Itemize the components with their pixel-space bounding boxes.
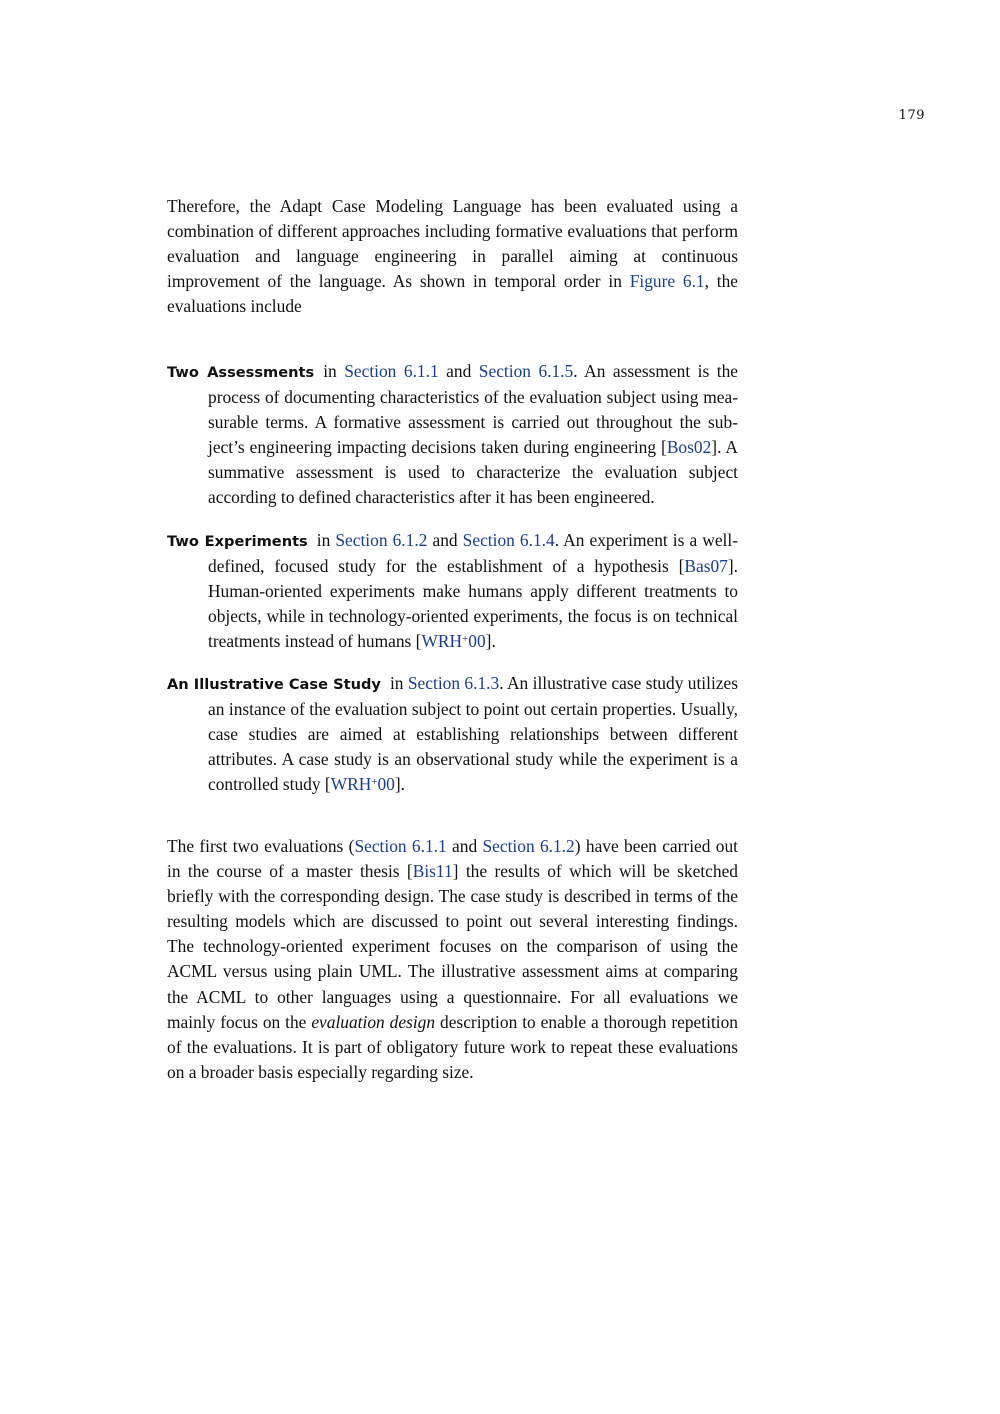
- citation-link[interactable]: WRH+00: [330, 774, 395, 795]
- item-term: Two Experiments: [167, 532, 308, 550]
- emphasis-text: evaluation design: [311, 1011, 436, 1032]
- section-link[interactable]: Section 6.1.1: [344, 361, 439, 381]
- list-item-case-study: An Illustrative Case Study in Section 6.1.3. An illustrative case study utilizes an instance of the evaluation subject to point out certain properties. Usually, case studies are aimed at establishing relationships between different attributes. A case study is an observational study while the experiment is a controlled study [WRH+00].: [167, 673, 739, 795]
- section-link[interactable]: Section 6.1.1: [354, 836, 447, 856]
- section-link[interactable]: Section 6.1.3: [407, 673, 500, 694]
- section-link[interactable]: Section 6.1.2: [482, 836, 575, 856]
- section-link[interactable]: Section 6.1.4: [462, 529, 555, 550]
- citation-link[interactable]: Bos02: [666, 437, 712, 458]
- section-link[interactable]: Section 6.1.2: [335, 529, 428, 550]
- closing-paragraph: The first two evaluations (Section 6.1.1 and Section 6.1.2) have been carried out in the course of a master thesis [Bis11] the results of which will be sketched briefly with the corresponding design. The case study is described in terms of the resulting models which are discussed to point out several interesting findings. The technology-oriented experiment focuses on the comparison of using the ACML versus using plain UML. The illustrative assessment aims at comparing the ACML to other languages using a questionnaire. For all evaluations we mainly focus on the evaluation design description to enable a thorough repetition of the evaluations. It is part of obligatory future work to repeat these evaluations on a broader basis especially regarding size.: [167, 836, 739, 1082]
- list-item-assessments: Two Assessments in Section 6.1.1 and Section 6.1.5. An assessment is the process of documenting characteristics of the evaluation subject using measurable terms. A formative assessment is carried out throughout the subject’s engineering impacting decisions taken during engineering [Bos02]. A summative assessment is used to characterize the evaluation subject according to defined characteristics after it has been engineered.: [167, 361, 738, 508]
- item-term: Two Assessments: [167, 364, 315, 381]
- citation-link[interactable]: Bas07: [684, 555, 728, 576]
- intro-paragraph: Therefore, the Adapt Case Modeling Language has been evaluated using a combination of different approaches including formative evaluations that perform evaluation and language engineering in parallel aiming at continuous improvement of the language. As shown in temporal order in Figure 6.1, the evaluations include: [167, 196, 738, 317]
- section-link[interactable]: Section 6.1.5: [478, 361, 574, 381]
- item-term: An Illustrative Case Study: [167, 676, 381, 694]
- evaluation-list: [167, 359, 738, 815]
- list-item-experiments: Two Experiments in Section 6.1.2 and Section 6.1.4. An experiment is a well-defined, focused study for the establishment of a hypothesis [Bas07]. Human-oriented experiments make humans apply different treatments to objects, while in technology-oriented experiments, the focus is on technical treatments instead of humans [WRH+00].: [167, 529, 738, 651]
- citation-link[interactable]: Bis11: [412, 861, 453, 882]
- figure-link[interactable]: Figure 6.1: [629, 271, 705, 292]
- citation-link[interactable]: WRH+00: [421, 630, 486, 651]
- page-number: 179: [898, 108, 925, 123]
